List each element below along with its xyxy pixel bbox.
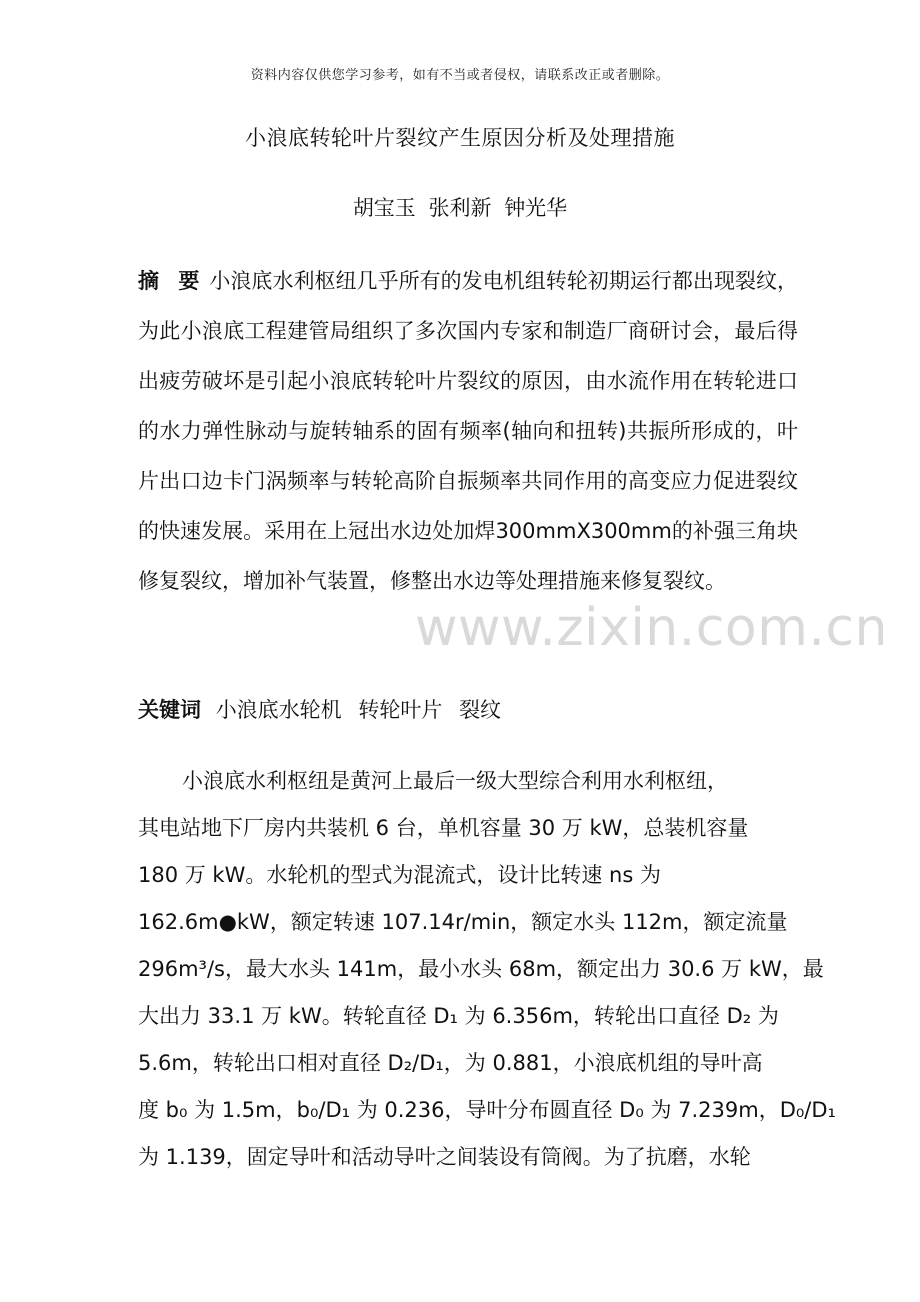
body-line: 180 万 kW。水轮机的型式为混流式，设计比转速 ns 为 (138, 863, 661, 887)
body-line: 小浪底水利枢纽是黄河上最后一级大型综合利用水利枢纽， (182, 769, 728, 793)
body-line: 度 b₀ 为 1.5m，b₀/D₁ 为 0.236，导叶分布圆直径 D₀ 为 7.239m，D₀/D₁ (138, 1098, 836, 1122)
body-line: 其电站地下厂房内共装机 6 台，单机容量 30 万 kW，总装机容量 (138, 816, 749, 840)
body-line: 为 1.139，固定导叶和活动导叶之间装设有筒阀。为了抗磨，水轮 (138, 1145, 751, 1169)
abstract-paragraph (138, 256, 798, 606)
keyword: 小浪底水轮机 (215, 698, 342, 722)
author-name: 张利新 (428, 196, 492, 220)
abstract-label: 摘 要 (138, 269, 206, 293)
keyword: 裂纹 (459, 698, 502, 722)
body-paragraph (138, 758, 836, 1181)
author-name: 钟光华 (504, 196, 568, 220)
keywords-label: 关键词 (138, 698, 201, 722)
keywords-line (138, 692, 798, 728)
body-line: 162.6m●kW，额定转速 107.14r/min，额定水头 112m，额定流量 (138, 910, 788, 934)
body-line: 296m³/s，最大水头 141m，最小水头 68m，额定出力 30.6 万 kW，最 (138, 957, 824, 981)
body-line: 5.6m，转轮出口相对直径 D₂/D₁，为 0.881，小浪底机组的导叶高 (138, 1051, 763, 1075)
keyword: 转轮叶片 (358, 698, 443, 722)
watermark-text: www.zixin.com.cn (415, 598, 888, 658)
abstract-text: 小浪底水利枢纽几乎所有的发电机组转轮初期运行都出现裂纹，为此小浪底工程建管局组织了多次国内专家和制造厂商研讨会，最后得出疲劳破坏是引起小浪底转轮叶片裂纹的原因，由水流作用在转轮进口的水力弹性脉动与旋转轴系的固有频率(轴向和扭转)共振所形成的，叶片出口边卡门涡频率与转轮高阶自振频率共同作用的高变应力促进裂纹的快速发展。采用在上冠出水边处加焊300mmX300mm的补强三角块修复裂纹，增加补气装置，修整出水边等处理措施来修复裂纹。 (138, 269, 799, 593)
header-disclaimer: 资料内容仅供您学习参考，如有不当或者侵权，请联系改正或者删除。 (250, 68, 670, 83)
body-line: 大出力 33.1 万 kW。转轮直径 D₁ 为 6.356m，转轮出口直径 D₂ 为 (138, 1004, 779, 1028)
author-list (0, 192, 920, 222)
author-name: 胡宝玉 (352, 196, 416, 220)
document-title: 小浪底转轮叶片裂纹产生原因分析及处理措施 (245, 126, 675, 150)
